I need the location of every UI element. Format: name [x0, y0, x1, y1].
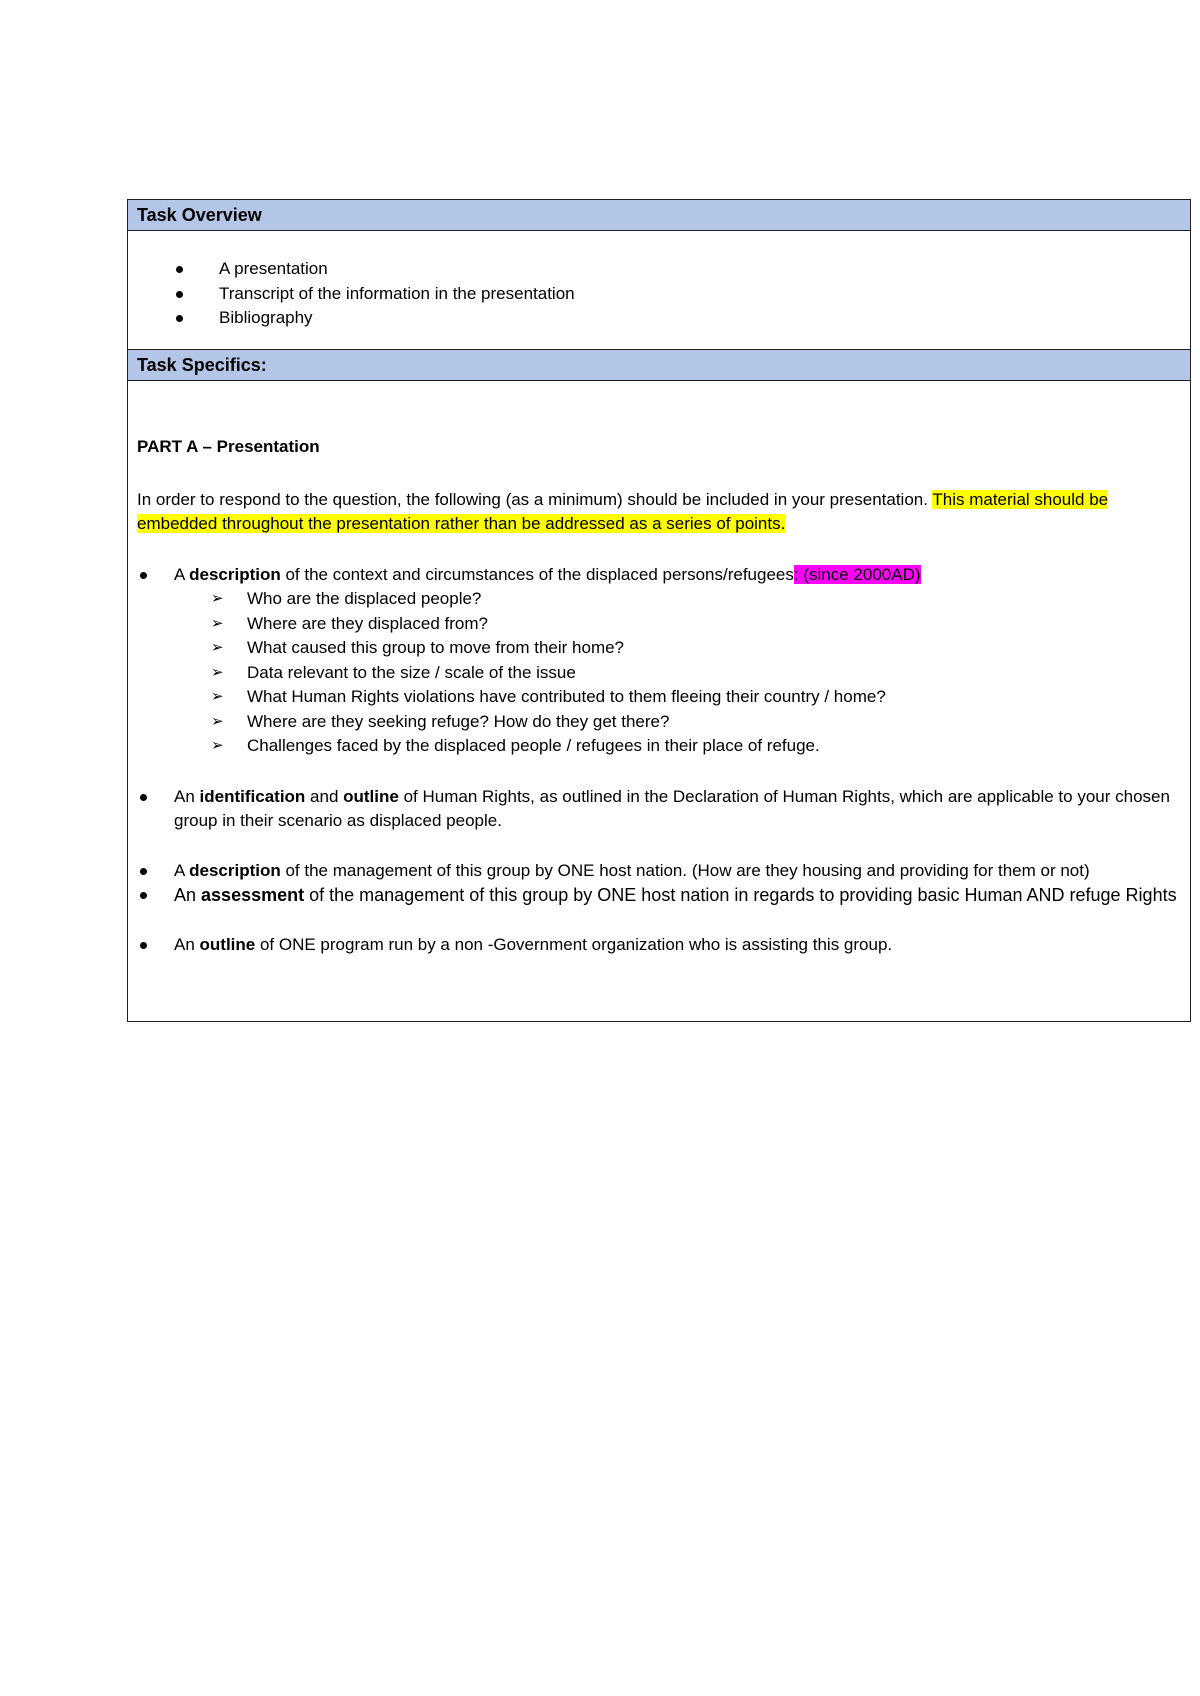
arrow-bullet-icon: ➢: [211, 614, 224, 632]
arrow-bullet-icon: ➢: [211, 712, 224, 730]
arrow-bullet-icon: ➢: [211, 688, 224, 705]
task-specifics-body-row: [128, 381, 1191, 1022]
task-overview-body-row: [128, 231, 1191, 350]
task-overview-header-row: [128, 200, 1191, 231]
list-item: Transcript of the information in the presentation: [137, 282, 1181, 307]
sub-question: ➢ Where are they displaced from?: [174, 612, 1181, 637]
highlighted-date-range: : (since 2000AD): [793, 564, 921, 584]
task-table: [127, 199, 1191, 1022]
highlighted-note: This material should be embedded throughout the presentation rather than be addressed as a series of points.: [137, 489, 1109, 533]
sub-question: ➢ Challenges faced by the displaced people / refugees in their place of refuge.: [174, 734, 1181, 759]
requirement-management-assessment: An assessment of the management of this group by ONE host nation in regards to providing basic Human AND refuge Rights: [137, 883, 1181, 908]
task-overview-heading: Task Overview: [128, 200, 1191, 231]
requirements-list-1: [137, 563, 1181, 759]
intro-paragraph: In order to respond to the question, the following (as a minimum) should be included in your presentation. This material should be embedded throughout the presentation rather than be addressed as a series of points.: [137, 489, 1109, 533]
requirement-human-rights: An identification and outline of Human Rights, as outlined in the Declaration of Human Rights, which are applicable to your chosen group in their scenario as displaced people.: [137, 785, 1181, 834]
requirements-list-2: [137, 785, 1181, 834]
requirement-ngo-program: An outline of ONE program run by a non -Government organization who is assisting this group.: [137, 933, 1181, 958]
sub-question-list: [174, 587, 1181, 759]
task-specifics-header-row: [128, 350, 1191, 381]
arrow-bullet-icon: ➢: [211, 737, 224, 754]
requirement-management-description: A description of the management of this group by ONE host nation. (How are they housing and providing for them or not): [137, 859, 1181, 884]
arrow-bullet-icon: ➢: [211, 663, 224, 681]
requirements-list-4: [137, 933, 1181, 958]
requirements-list-3: [137, 859, 1181, 908]
list-item: Bibliography: [137, 306, 1181, 331]
sub-question: ➢ Where are they seeking refuge? How do they get there?: [174, 710, 1181, 735]
arrow-bullet-icon: ➢: [211, 639, 224, 656]
requirement-description-context: A description of the context and circumstances of the displaced persons/refugees: (since 2000AD) ➢ Who are the displaced people? ➢ Where are they displaced from? ➢ What caused this group to move from their home? ➢ Data relevant to the size / scale of the issue ➢ What Human Rights violations have contributed to them fleeing their country / home? ➢ Where are they seeking refuge? How do they get there? ➢ Challenges faced by the displaced people / refugees in their place of refuge.: [137, 563, 1181, 759]
sub-question: ➢ What Human Rights violations have contributed to them fleeing their country / home?: [174, 685, 1181, 710]
task-overview-list: [137, 257, 1181, 331]
sub-question: ➢ Who are the displaced people?: [174, 587, 1181, 612]
part-a-title: PART A – Presentation: [137, 437, 320, 456]
sub-question: ➢ What caused this group to move from their home?: [174, 636, 1181, 661]
arrow-bullet-icon: ➢: [211, 590, 224, 607]
sub-question: ➢ Data relevant to the size / scale of the issue: [174, 661, 1181, 686]
task-specifics-heading: Task Specifics:: [128, 350, 1191, 381]
list-item: A presentation: [137, 257, 1181, 282]
